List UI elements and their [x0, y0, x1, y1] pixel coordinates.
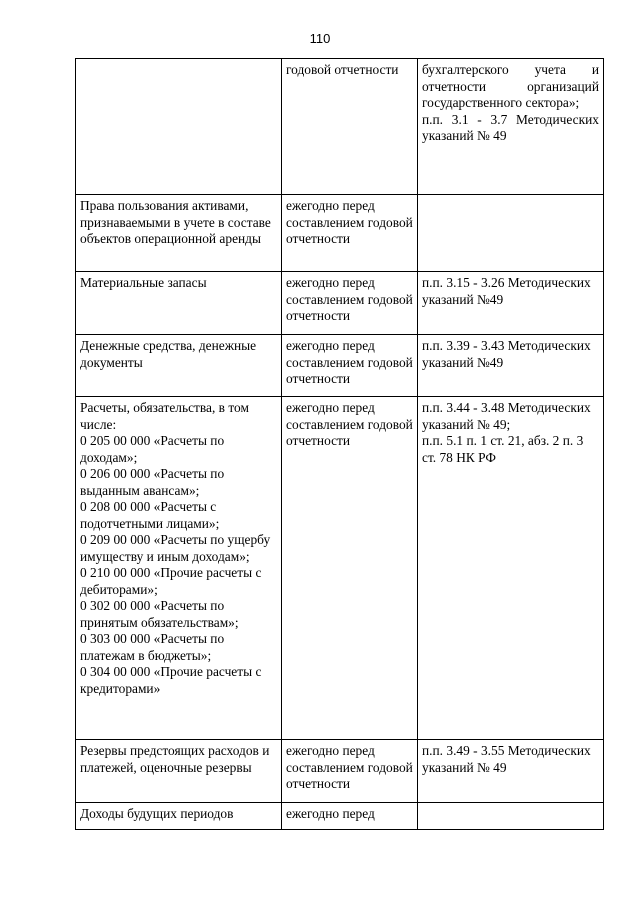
table-row [76, 335, 604, 397]
period-cell: ежегодно перед составлением годовой отчетности [282, 272, 418, 335]
basis-cell: п.п. 3.39 - 3.43 Методических указаний №49 [418, 335, 604, 397]
object-cell: Расчеты, обязательства, в том числе: 0 205 00 000 «Расчеты по доходам»; 0 206 00 000 «Расчеты по выданным авансам»; 0 208 00 000 «Расчеты с подотчетными лицами»; 0 209 00 000 «Расчеты по ущербу имуществу и иным доходам»; 0 210 00 000 «Прочие расчеты с дебиторами»; 0 302 00 000 «Расчеты по принятым обязательствам»; 0 303 00 000 «Расчеты по платежам в бюджеты»; 0 304 00 000 «Прочие расчеты с кредиторами» [76, 397, 282, 740]
basis-cell: п.п. 3.49 - 3.55 Методических указаний № 49 [418, 740, 604, 803]
table-row [76, 397, 604, 740]
object-cell: Материальные запасы [76, 272, 282, 335]
object-cell: Денежные средства, денежные документы [76, 335, 282, 397]
inventory-table [75, 58, 604, 830]
object-cell: Права пользования активами, признаваемыми в учете в составе объектов операционной аренды [76, 195, 282, 272]
period-cell: ежегодно перед [282, 803, 418, 830]
basis-cell: бухгалтерского учета и отчетности организаций государственного сектора»; п.п. 3.1 - 3.7 Методических указаний № 49 [418, 59, 604, 195]
period-cell: ежегодно перед составлением годовой отчетности [282, 335, 418, 397]
table-row [76, 272, 604, 335]
object-cell [76, 59, 282, 195]
basis-cell [418, 803, 604, 830]
object-cell: Доходы будущих периодов [76, 803, 282, 830]
basis-cell: п.п. 3.15 - 3.26 Методических указаний №49 [418, 272, 604, 335]
table-row [76, 740, 604, 803]
table-row [76, 195, 604, 272]
period-cell: ежегодно перед составлением годовой отчетности [282, 397, 418, 740]
period-cell: годовой отчетности [282, 59, 418, 195]
object-cell: Резервы предстоящих расходов и платежей, оценочные резервы [76, 740, 282, 803]
basis-cell [418, 195, 604, 272]
basis-cell: п.п. 3.44 - 3.48 Методических указаний № 49; п.п. 5.1 п. 1 ст. 21, абз. 2 п. 3 ст. 78 НК РФ [418, 397, 604, 740]
table-row [76, 59, 604, 195]
table-row [76, 803, 604, 830]
period-cell: ежегодно перед составлением годовой отчетности [282, 195, 418, 272]
period-cell: ежегодно перед составлением годовой отчетности [282, 740, 418, 803]
page-number: 110 [309, 31, 331, 46]
